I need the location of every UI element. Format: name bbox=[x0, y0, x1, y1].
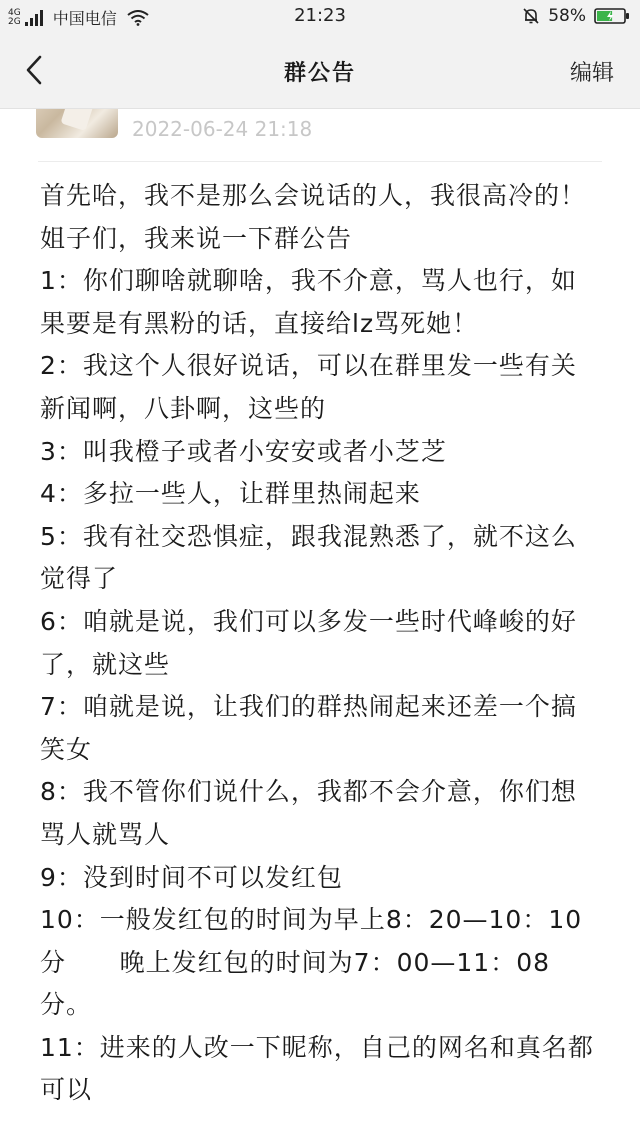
battery-percent: 58% bbox=[548, 6, 586, 26]
mute-bell-icon bbox=[522, 7, 540, 25]
announcement-line: 8：我不管你们说什么，我都不会介意，你们想骂人就骂人 bbox=[40, 777, 577, 849]
edit-button[interactable]: 编辑 bbox=[569, 61, 614, 86]
network-type bbox=[8, 9, 21, 27]
announcement-line: 7：咱就是说，让我们的群热闹起来还差一个搞笑女 bbox=[40, 692, 577, 764]
status-left bbox=[8, 6, 149, 29]
announcement-line: 2：我这个人很好说话，可以在群里发一些有关新闻啊，八卦啊，这些的 bbox=[40, 351, 577, 423]
announcement-line: 10：一般发红包的时间为早上8：20—10：10分 晚上发红包的时间为7：00—11：08分。 bbox=[40, 905, 583, 1020]
battery-icon bbox=[594, 7, 630, 25]
announcement-line: 11：进来的人改一下昵称，自己的网名和真名都可以 bbox=[40, 1032, 594, 1105]
status-bar bbox=[0, 0, 640, 34]
divider bbox=[38, 161, 602, 162]
wifi-icon bbox=[127, 10, 149, 26]
announcement-line: 6：咱就是说，我们可以多发一些时代峰峻的好了，就这些 bbox=[40, 606, 577, 679]
post-timestamp: 2022-06-24 21:18 bbox=[132, 117, 313, 141]
announcement-line: 首先哈，我不是那么会说话的人，我很高冷的！ bbox=[40, 181, 587, 210]
status-right bbox=[522, 6, 630, 26]
announcement-text bbox=[40, 175, 600, 1112]
author-row bbox=[36, 109, 312, 141]
network-type-top: 4G bbox=[8, 7, 21, 18]
announcement-line: 5：我有社交恐惧症，跟我混熟悉了，就不这么觉得了 bbox=[40, 521, 577, 594]
announcement-content[interactable] bbox=[0, 109, 640, 1138]
announcement-line: 1：你们聊啥就聊啥，我不介意，骂人也行，如果要是有黑粉的话，直接给lz骂死她！ bbox=[40, 266, 577, 338]
page-title: 群公告 bbox=[283, 61, 356, 86]
announcement-line: 3：叫我橙子或者小安安或者小芝芝 bbox=[40, 436, 447, 466]
announcement-line: 4：多拉一些人，让群里热闹起来 bbox=[40, 479, 421, 509]
avatar[interactable] bbox=[36, 109, 118, 138]
announcement-line: 9：没到时间不可以发红包 bbox=[40, 862, 343, 892]
nav-bar bbox=[0, 34, 640, 109]
signal-icon bbox=[25, 10, 43, 26]
carrier-name: 中国电信 bbox=[52, 9, 117, 28]
network-type-bottom: 2G bbox=[8, 16, 21, 27]
status-time: 21:23 bbox=[294, 5, 346, 26]
announcement-line: 姐子们，我来说一下群公告 bbox=[40, 223, 353, 253]
